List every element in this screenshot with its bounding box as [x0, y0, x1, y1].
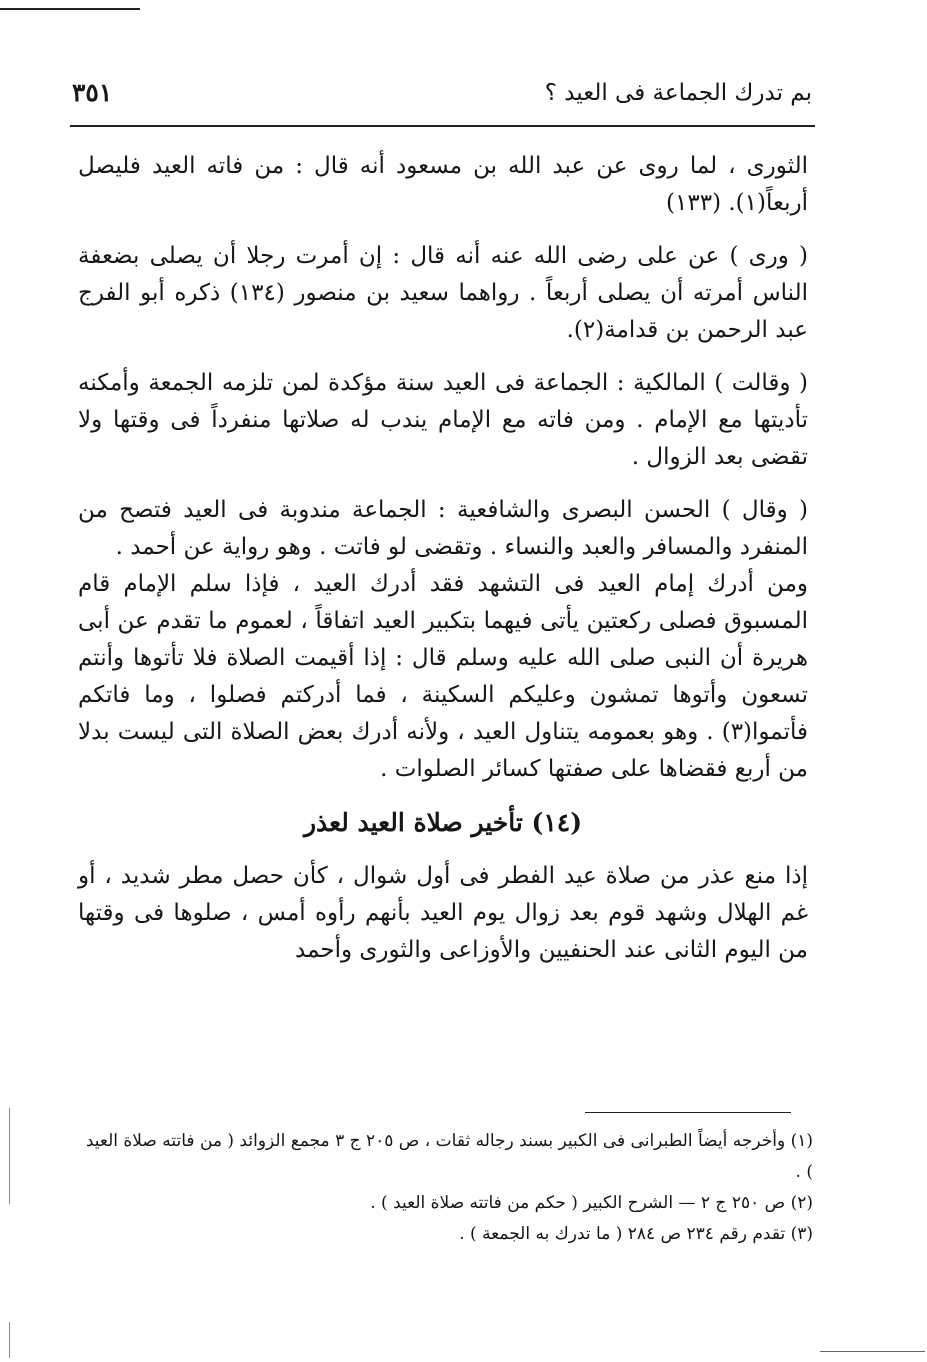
page-number: ٣٥١ — [72, 78, 113, 107]
section-heading: (١٤) تأخير صلاة العيد لعذر — [303, 808, 583, 837]
footnote-2: (٢) ص ٢٥٠ ج ٢ — الشرح الكبير ( حكم من فاتته صلاة العيد ) . — [370, 1193, 813, 1213]
footnote-1: (١) وأخرجه أيضاً الطبرانى فى الكبير بسند رجاله ثقات ، ص ٢٠٥ ج ٣ مجمع الزوائد ( من فاتته صلاة العيد ) . — [85, 1131, 813, 1182]
scan-bottom-edge-line — [820, 1351, 925, 1352]
scan-margin-mark-lower — [9, 1322, 10, 1358]
header-rule — [70, 125, 815, 127]
paragraph-5: ومن أدرك إمام العيد فى التشهد فقد أدرك العيد ، فإذا سلم الإمام قام المسبوق فصلى ركعتين يأتى فيهما بتكبير العيد اتفاقاً ، لعموم ما تقدم عن أبى هريرة أن النبى صلى الله عليه وسلم قال : إذا أقيمت الصلاة فلا تأتوها وأنتم تسعون وأتوها تمشون وعليكم السكينة ، فما أدركتم فصلوا ، وما فاتكم فأتموا(٣) . وهو بعمومه يتناول العيد ، ولأنه أدرك بعض الصلاة التى ليست بدلا من أربع فقضاها على صفتها كسائر الصلوات . — [78, 571, 808, 782]
scan-edge-line — [0, 8, 140, 10]
paragraph-1: الثورى ، لما روى عن عبد الله بن مسعود أنه قال : من فاته العيد فليصل أربعاً(١). (١٣٣) — [78, 153, 808, 216]
paragraph-3: ( وقالت ) المالكية : الجماعة فى العيد سنة مؤكدة لمن تلزمه الجمعة وأمكنه تأديتها مع الإمام . ومن فاته مع الإمام يندب له صلاتها منفرداً فى وقتها ولا تقضى بعد الزوال . — [78, 370, 808, 470]
paragraph-2: ( ورى ) عن على رضى الله عنه أنه قال : إن أمرت رجلا أن يصلى بضعفة الناس أمرته أن يصلى أربعاً . رواهما سعيد بن منصور (١٣٤) ذكره أبو الفرج عبد الرحمن بن قدامة(٢). — [78, 243, 808, 343]
footnotes — [78, 1126, 813, 1250]
main-text — [78, 148, 808, 985]
running-title: بم تدرك الجماعة فى العيد ؟ — [544, 80, 812, 106]
footnote-3: (٣) تقدم رقم ٢٣٤ ص ٢٨٤ ( ما تدرك به الجمعة ) . — [459, 1224, 813, 1244]
page-header — [72, 66, 812, 126]
scan-margin-mark — [9, 1108, 10, 1204]
section-paragraph: إذا منع عذر من صلاة عيد الفطر فى أول شوال ، كأن حصل مطر شديد ، أو غم الهلال وشهد قوم بعد زوال يوم العيد بأنهم رأوه أمس ، صلوها فى وقتها من اليوم الثانى عند الحنفيين والأوزاعى والثورى وأحمد — [78, 863, 808, 963]
footnote-rule — [585, 1112, 791, 1113]
paragraph-4: ( وقال ) الحسن البصرى والشافعية : الجماعة مندوبة فى العيد فتصح من المنفرد والمسافر والعبد والنساء . وتقضى لو فاتت . وهو رواية عن أحمد . — [78, 497, 808, 560]
